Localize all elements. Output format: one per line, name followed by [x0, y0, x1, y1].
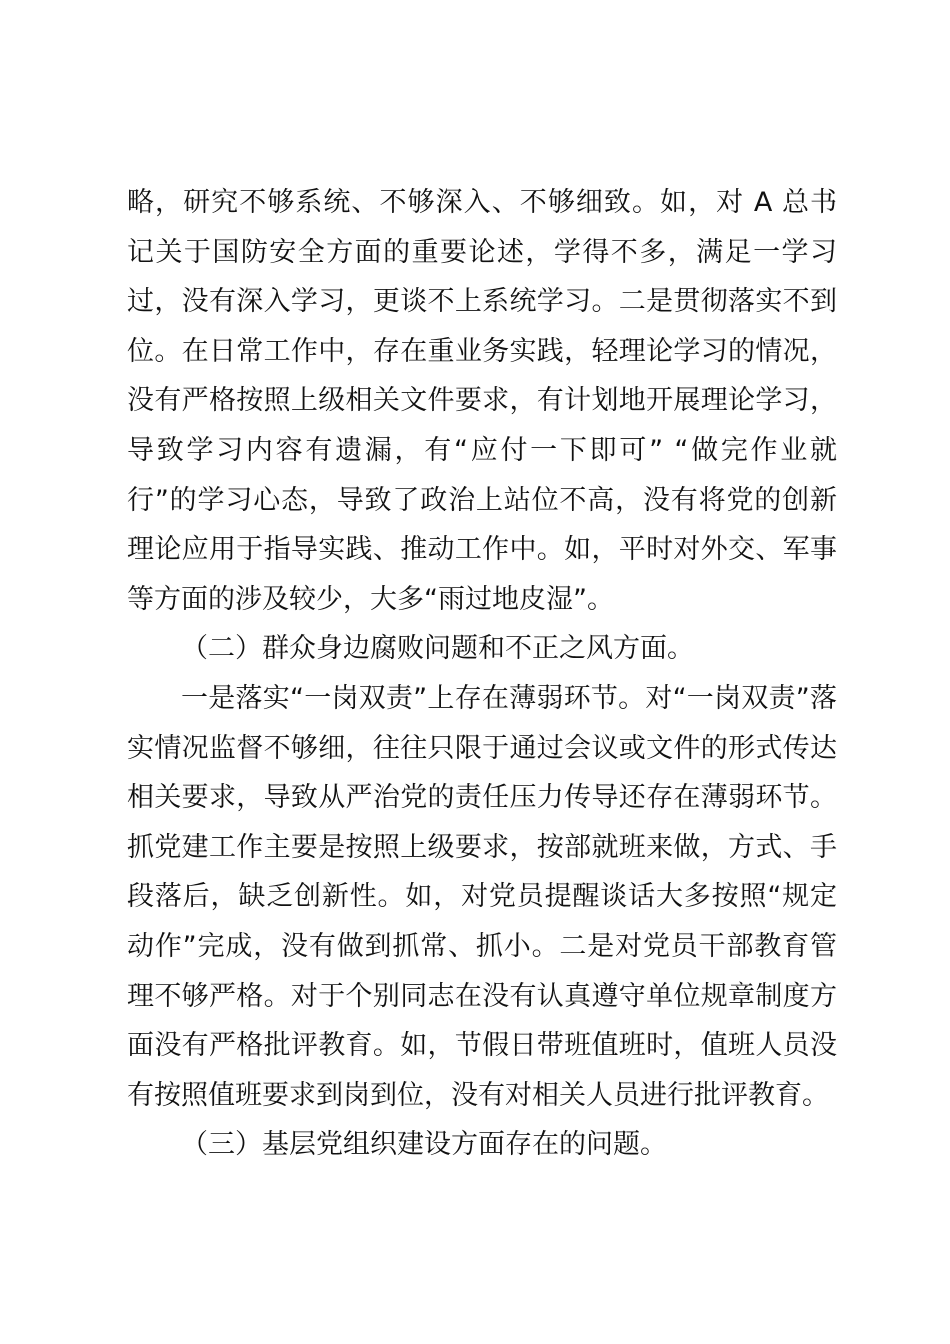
body-paragraph: 略，研究不够系统、不够深入、不够细致。如，对 A 总书记关于国防安全方面的重要论述，学得不多，满足一学习过，没有深入学习，更谈不上系统学习。二是贯彻落实不到位。在日常工作中，存在重业务实践，轻理论学习的情况，没有严格按照上级相关文件要求，有计划地开展理论学习，导致学习内容有遗漏，有“应付一下即可” “做完作业就行”的学习心态，导致了政治上站位不高，没有将党的创新理论应用于指导实践、推动工作中。如，平时对外交、军事等方面的涉及较少，大多“雨过地皮湿”。	[127, 187, 837, 615]
body-paragraph: 一是落实“一岗双责”上存在薄弱环节。对“一岗双责”落实情况监督不够细，往往只限于通过会议或文件的形式传达相关要求，导致从严治党的责任压力传导还存在薄弱环节。抓党建工作主要是按照上级要求，按部就班来做，方式、手段落后，缺乏创新性。如，对党员提醒谈话大多按照“规定动作”完成，没有做到抓常、抓小。二是对党员干部教育管理不够严格。对于个别同志在没有认真遵守单位规章制度方面没有严格批评教育。如，节假日带班值班时，值班人员没有按照值班要求到岗到位，没有对相关人员进行批评教育。	[127, 682, 837, 1111]
document-body	[127, 178, 837, 1170]
section-heading-two: （二）群众身边腐败问题和不正之风方面。	[181, 633, 694, 665]
section-heading-three: （三）基层党组织建设方面存在的问题。	[181, 1129, 667, 1161]
